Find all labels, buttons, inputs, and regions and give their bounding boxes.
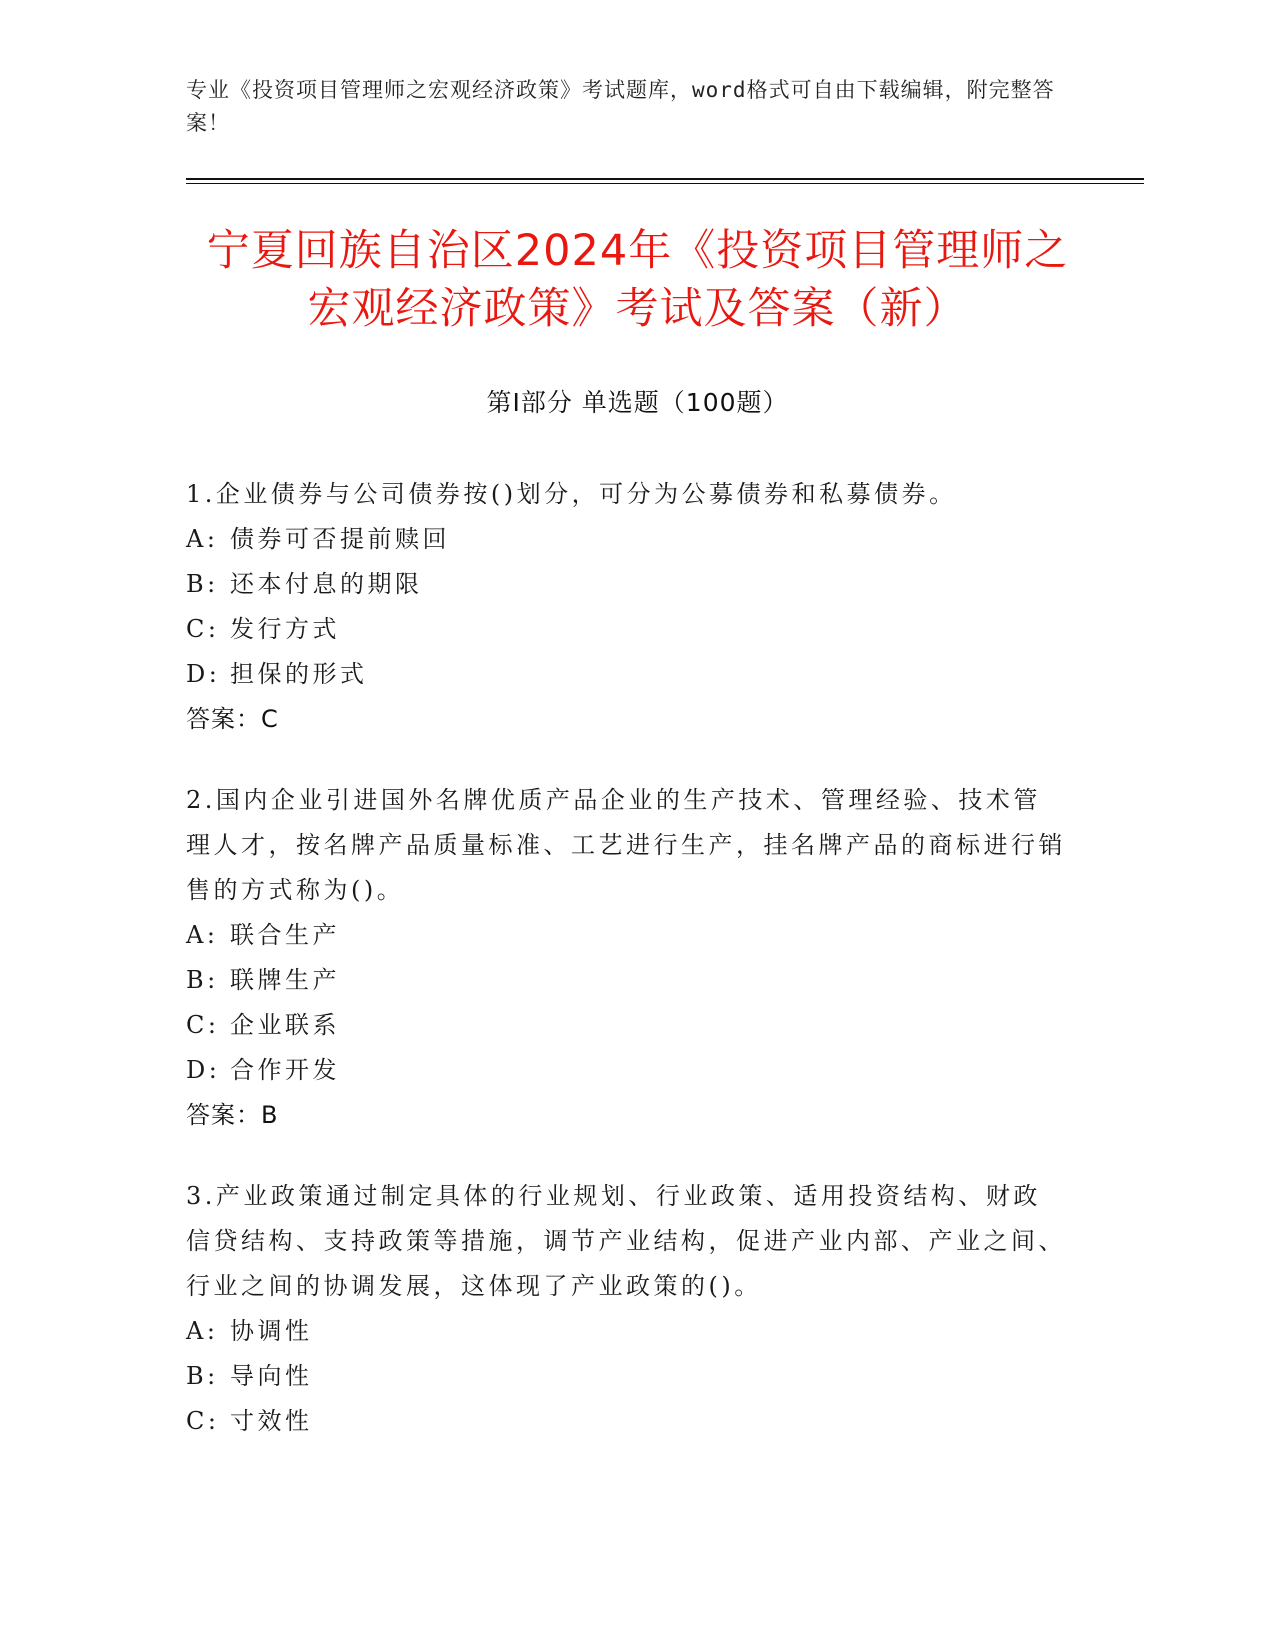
question-list (186, 472, 1066, 1480)
option-key: C: (186, 1407, 220, 1435)
answer: 答案：C (186, 705, 279, 733)
option-b (186, 958, 1066, 1003)
option-d (186, 1048, 1066, 1093)
option-b (186, 1354, 1066, 1399)
question-2 (186, 778, 1066, 1138)
option-text: 协调性 (230, 1317, 313, 1345)
option-b (186, 562, 1066, 607)
option-text: 联牌生产 (230, 966, 340, 994)
option-text: 债券可否提前赎回 (230, 525, 450, 553)
question-1 (186, 472, 1066, 742)
option-key: A: (186, 921, 219, 949)
option-key: D: (186, 1056, 221, 1084)
option-text: 寸效性 (230, 1407, 313, 1435)
question-text: 3.产业政策通过制定具体的行业规划、行业政策、适用投资结构、财政信贷结构、支持政策等措施，调节产业结构，促进产业内部、产业之间、行业之间的协调发展，这体现了产业政策的()。 (186, 1182, 1066, 1300)
option-key: B: (186, 966, 219, 994)
option-c (186, 607, 1066, 652)
document-title (160, 222, 1115, 338)
option-a (186, 517, 1066, 562)
option-a (186, 913, 1066, 958)
document-title-line-1: 宁夏回族自治区2024年《投资项目管理师之 (206, 226, 1069, 276)
option-a (186, 1309, 1066, 1354)
option-key: B: (186, 570, 219, 598)
option-text: 还本付息的期限 (230, 570, 423, 598)
option-text: 企业联系 (230, 1011, 340, 1039)
option-text: 联合生产 (230, 921, 340, 949)
option-text: 合作开发 (230, 1056, 340, 1084)
option-key: A: (186, 525, 219, 553)
option-text: 导向性 (230, 1362, 313, 1390)
option-key: B: (186, 1362, 219, 1390)
header-divider-thick (186, 178, 1144, 180)
option-c (186, 1399, 1066, 1444)
option-key: A: (186, 1317, 219, 1345)
document-title-line-2: 宏观经济政策》考试及答案（新） (307, 284, 968, 334)
option-key: D: (186, 660, 221, 688)
option-d (186, 652, 1066, 697)
option-text: 担保的形式 (230, 660, 368, 688)
section-title: 第Ⅰ部分 单选题（100题） (486, 388, 789, 417)
header-note: 专业《投资项目管理师之宏观经济政策》考试题库，word格式可自由下载编辑，附完整答案！ (186, 78, 1055, 135)
option-text: 发行方式 (230, 615, 340, 643)
header-divider-thin (186, 183, 1144, 184)
answer: 答案：B (186, 1101, 279, 1129)
question-text: 1.企业债券与公司债券按()划分，可分为公募债券和私募债券。 (186, 480, 957, 508)
option-c (186, 1003, 1066, 1048)
question-text: 2.国内企业引进国外名牌优质产品企业的生产技术、管理经验、技术管理人才，按名牌产品质量标准、工艺进行生产，挂名牌产品的商标进行销售的方式称为()。 (186, 786, 1066, 904)
question-3 (186, 1174, 1066, 1444)
option-key: C: (186, 1011, 220, 1039)
option-key: C: (186, 615, 220, 643)
